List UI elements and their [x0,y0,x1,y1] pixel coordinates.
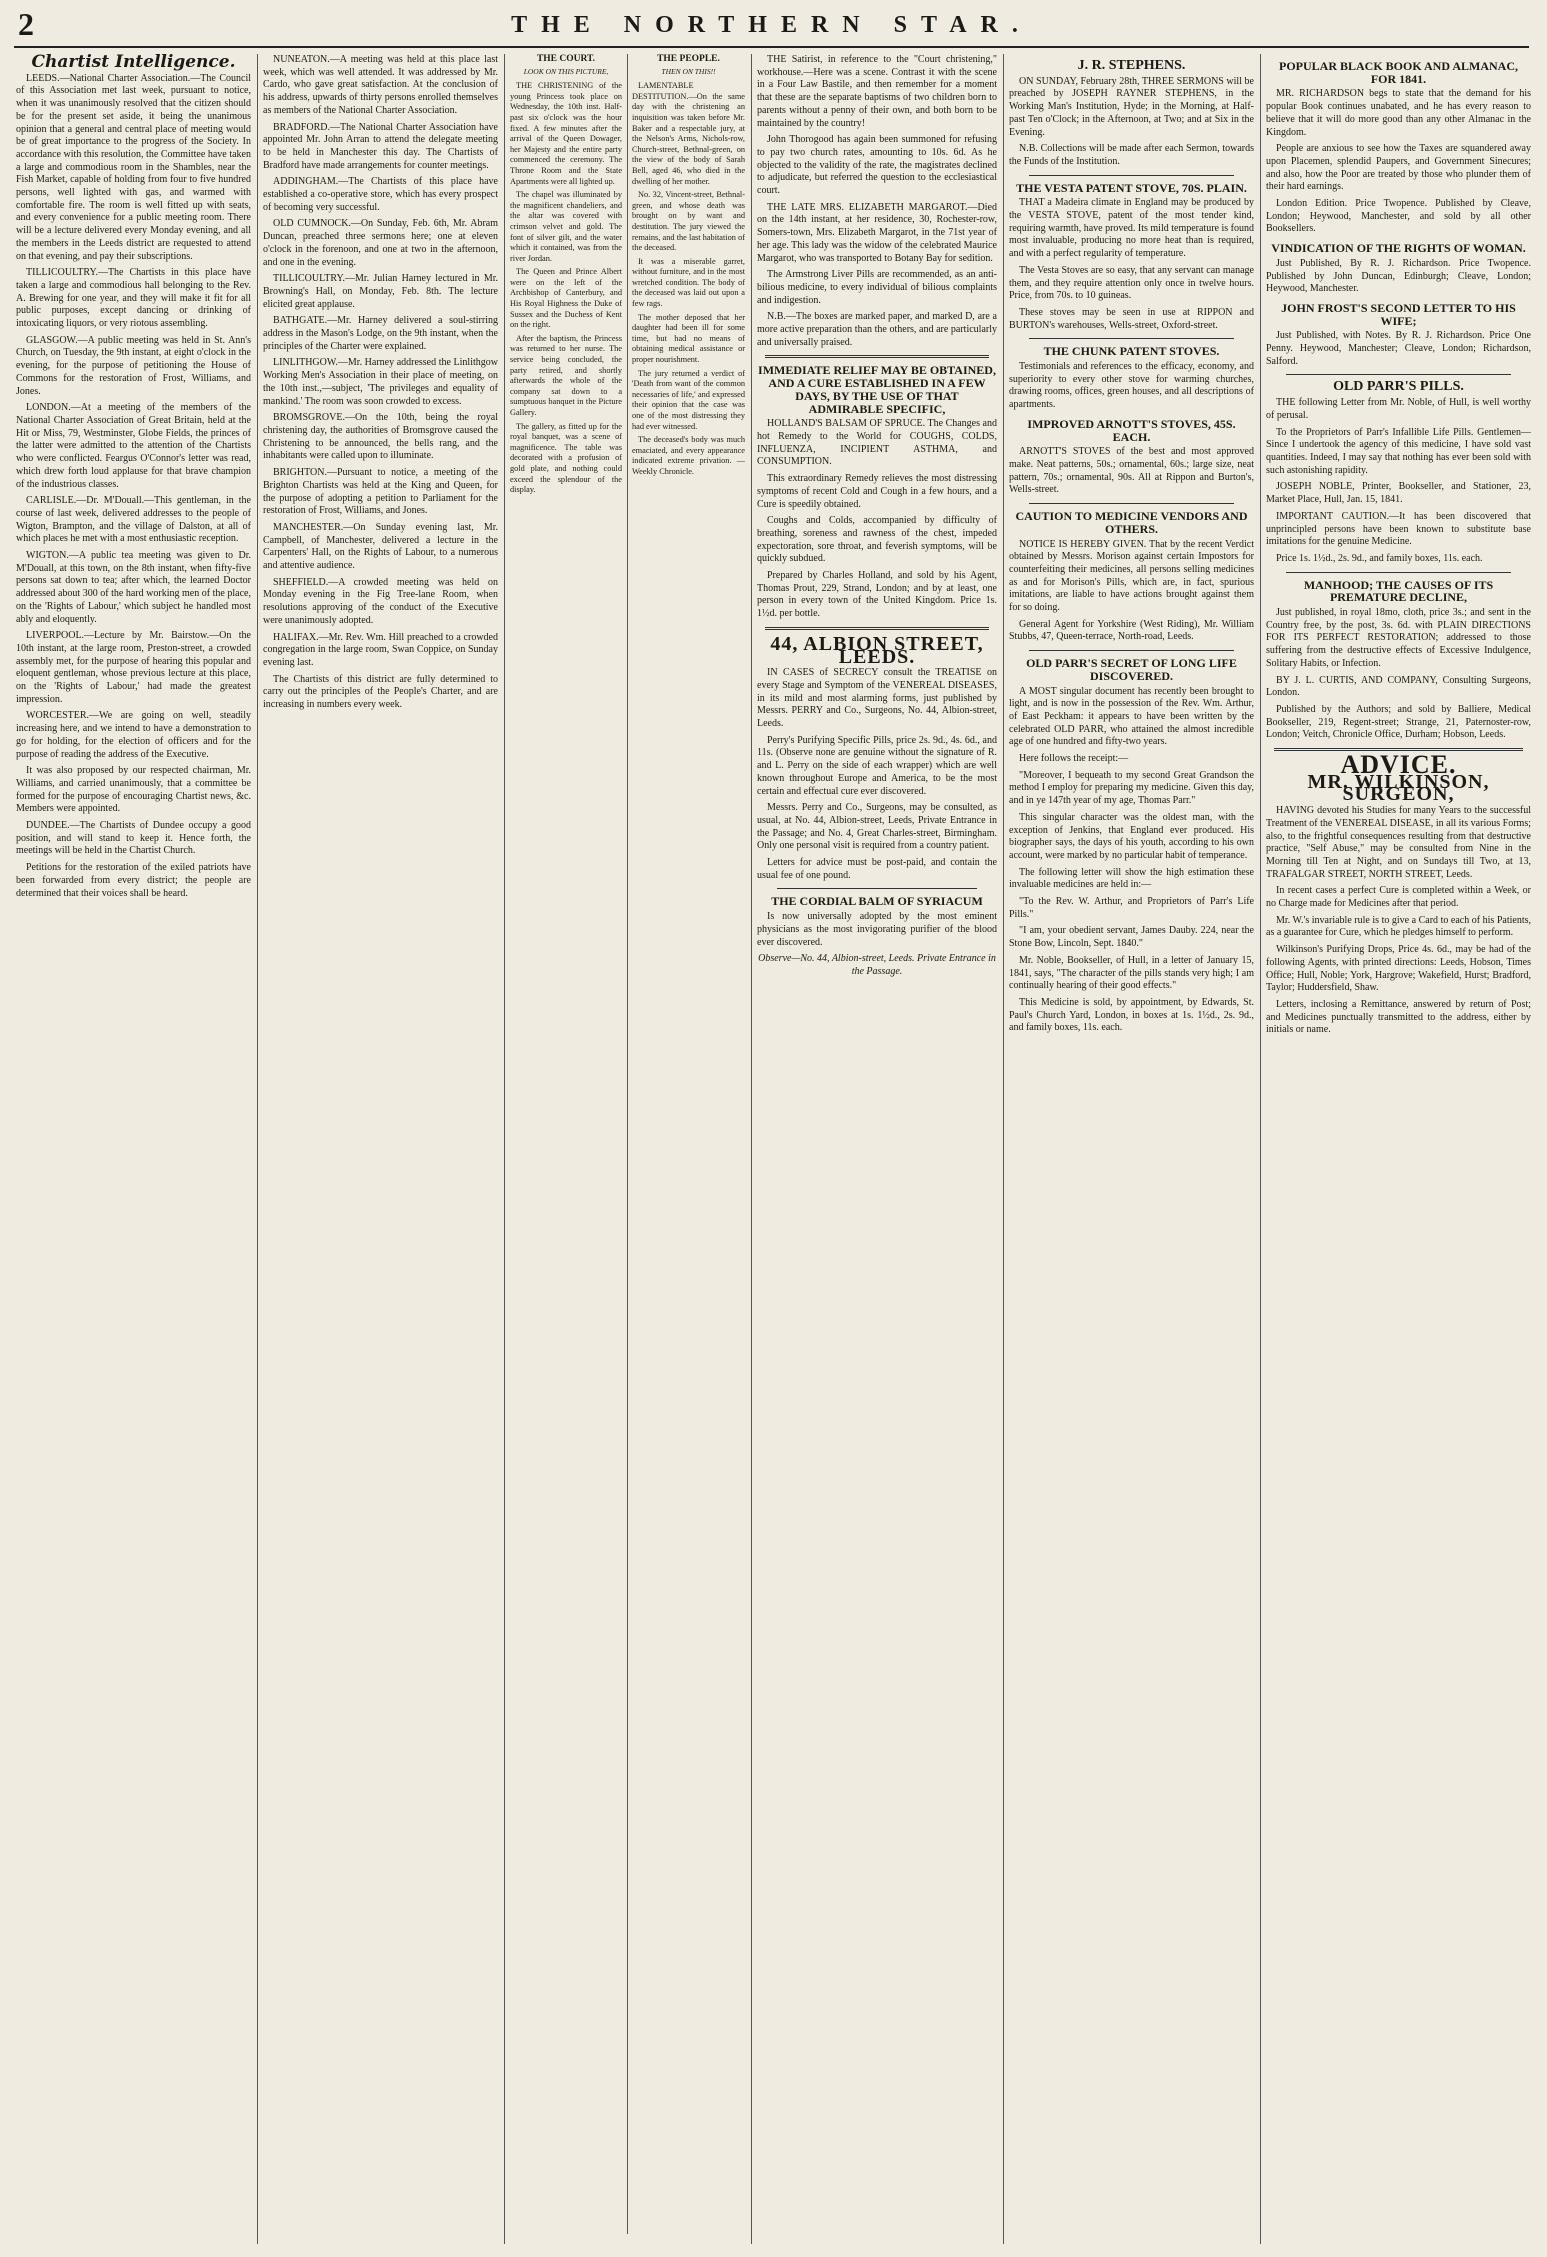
ad-paragraph: A MOST singular document has recently been brought to light, and is now in the possession of the Rev. Wm. Arthur, of East Peckham: it appears to have been written by the celebrated OLD PARR, who attained the almost incredible age of one hundred and fifty-two years. [1009,685,1254,748]
article-paragraph: BATHGATE.—Mr. Harney delivered a soul-stirring address in the Mason's Lodge, on the 9th instant, when the principles of the Charter were explained. [263,315,498,352]
ad-paragraph: In recent cases a perfect Cure is completed within a Week, or no Charge made for Medicines after that period. [1266,885,1531,910]
people-paragraph: The deceased's body was much emaciated, and every appearance indicated extreme privation. — Weekly Chronicle. [632,435,745,476]
column-3 [510,54,745,2244]
article-paragraph: BRIGHTON.—Pursuant to notice, a meeting of the Brighton Chartists was held at the King and Queen, for the purpose of adopting a petition to Parliament for the restoration of Frost, Williams, and Jones. [263,467,498,517]
article-paragraph: HALIFAX.—Mr. Rev. Wm. Hill preached to a crowded congregation in the large room, Swan Coppice, on Sunday evening last. [263,631,498,668]
people-subcolumn [632,54,745,2234]
ad-heading: THE VESTA PATENT STOVE, 70S. PLAIN. [1016,180,1247,195]
article-paragraph: WORCESTER.—We are going on well, steadily increasing here, and we intend to have a demonstration to go for holding, for the election of officers and for the purpose of reading the address of the Executive. [16,710,251,760]
article-paragraph: THE LATE MRS. ELIZABETH MARGAROT.—Died on the 14th instant, at her residence, 30, Rochester-row, Somers-town, Mrs. Elizabeth Margarot, in the 71st year of her age. This lady was the widow of the celebrated Maurice Margarot, who was transported to Botany Bay for sedition. [757,201,997,264]
court-paragraph: The chapel was illuminated by the magnificent chandeliers, and the altar was covered with crimson velvet and gold. The font of silver gilt, and the water which it contained, was from the river Jordan. [510,190,622,263]
ad-paragraph: These stoves may be seen in use at RIPPON and BURTON's warehouses, Wells-street, Oxford-street. [1009,306,1254,331]
ad-paragraph: The Vesta Stoves are so easy, that any servant can manage them, and they require attention only once in twelve hours. Price, from 70s. to 10 guineas. [1009,264,1254,302]
article-paragraph: The Armstrong Liver Pills are recommended, as an anti-bilious medicine, to every individual of bilious complaints and indigestion. [757,269,997,306]
column-rule [504,54,505,2244]
ad-paragraph: HAVING devoted his Studies for many Years to the successful Treatment of the VENEREAL DISEASE, in all its various Forms; also, to the frightful consequences resulting from that destructive practice, "Self Abuse," may be consulted from Nine in the Morning till Ten at Night, and on Sundays till Two, at 13, TRAFALGAR STREET, NORTH STREET, Leeds. [1266,805,1531,880]
court-tagline: LOOK ON THIS PICTURE, [523,66,609,76]
article-paragraph: MANCHESTER.—On Sunday evening last, Mr. Campbell, of Manchester, delivered a lecture in the Carpenters' Hall, on the Rights of Labour, to a numerous and attentive audience. [263,521,498,572]
ad-paragraph: Letters for advice must be post-paid, and contain the usual fee of one pound. [757,857,997,881]
ad-heading-address: 44, ALBION STREET, LEEDS. [770,632,984,668]
subcolumn-rule [627,54,628,2234]
ad-paragraph: JOSEPH NOBLE, Printer, Bookseller, and Stationer, 23, Market Place, Hull, Jan. 15, 1841. [1266,481,1531,506]
article-paragraph: The Chartists of this district are fully determined to carry out the principles of the People's Charter, and are increasing in numbers every week. [263,673,498,711]
ad-paragraph: Just Published, By R. J. Richardson. Price Twopence. Published by John Duncan, Edinburgh; Cleave, London; Heywood, Manchester. [1266,257,1531,295]
article-paragraph: CARLISLE.—Dr. M'Douall.—This gentleman, in the course of last week, delivered addresses to the people of Wigton, Brampton, and the village of Dalston, at all of which places he met with a most enthusiastic reception. [16,495,251,545]
column-5 [1009,54,1254,2244]
separator [777,888,977,889]
article-paragraph: LEEDS.—National Charter Association.—The Council of this Association met last week, pursuant to notice, when it was unanimously resolved that the citizen should be for the present set aside, it being the unanimous opinion that a general and central place of meeting would be of great importance to the progress of the Society. In accordance with this resolution, the Committee have taken a large and commodious room in the Shambles, near the Fish Market, capable of holding from four to five hundred persons, well lighted with gas, and warmed with comfortable fire. The room is well fitted up with seats, and every convenience for a public meeting room. There will be a lecture delivered every Monday evening, and all the members in the Leeds district are requested to attend on that evening, and pay their subscriptions. [16,72,251,262]
column-2 [263,54,498,2244]
ad-paragraph: People are anxious to see how the Taxes are squandered away upon Placemen, splendid Paupers, and Government Sinecures; and also, how the Poor are treated by those who plunder them of their hard earnings. [1266,143,1531,193]
people-paragraph: The jury returned a verdict of 'Death from want of the common necessaries of life,' and expressed their opinion that the case was one of the most distressing they had ever witnessed. [632,368,745,431]
article-paragraph: WIGTON.—A public tea meeting was given to Dr. M'Douall, at this town, on the 8th instant, when fifty-five persons sat down to tea; after which, the learned Doctor addressed about 300 of the hard working men of the place, on the 'Rights of Labour,' which subject he handled most ably and eloquently. [16,550,251,625]
people-heading: THE PEOPLE. [657,54,720,64]
article-paragraph: Petitions for the restoration of the exiled patriots have been forwarded from every district; the people are determined that their voices shall be heard. [16,862,251,899]
ad-paragraph: BY J. L. CURTIS, AND COMPANY, Consulting Surgeons, London. [1266,674,1531,699]
ad-paragraph: This extraordinary Remedy relieves the most distressing symptoms of recent Cold and Cough in a few hours, and a Cure is speedily obtained. [757,473,997,510]
ad-paragraph: "To the Rev. W. Arthur, and Proprietors of Parr's Life Pills." [1009,896,1254,920]
court-paragraph: The Queen and Prince Albert were on the left of the Archbishop of Canterbury, and His Royal Highness the Duke of Sussex and the Duchess of Kent on the right. [510,267,622,330]
ad-paragraph: Just published, in royal 18mo, cloth, price 3s.; and sent in the Country free, by the post, 3s. 6d. with PLAIN DIRECTIONS FOR ITS PERFECT RESTORATION; addressed to those suffering from the destructive effects of Excessive Indulgence, Solitary Habits, or Infection. [1266,607,1531,669]
ad-paragraph: This Medicine is sold, by appointment, by Edwards, St. Paul's Church Yard, London, in boxes at 1s. 1½d., 2s. 9d., and family boxes, 11s. each. [1009,997,1254,1034]
article-paragraph: It was also proposed by our respected chairman, Mr. Williams, and carried unanimously, that a committee be formed for the purpose of encouraging Chartist news, &c. Members were appointed. [16,765,251,815]
ad-paragraph: To the Proprietors of Parr's Infallible Life Pills. Gentlemen—Since I undertook the agency of this medicine, I have sold vast quantities. Indeed, I may say that nothing has ever been sold with such astonishing rapidity. [1266,426,1531,476]
people-paragraph: The mother deposed that her daughter had been ill for some time, but had no means of obtaining medical assistance or proper nourishment. [632,312,745,365]
court-paragraph: After the baptism, the Princess was returned to her nurse. The service being concluded, the party retired, and shortly afterwards the whole of the company sat down to a sumptuous banquet in the Picture Gallery. [510,333,622,417]
ad-heading: CAUTION TO MEDICINE VENDORS AND OTHERS. [1015,509,1248,536]
ad-paragraph: IN CASES of SECRECY consult the TREATISE on every Stage and Symptom of the VENEREAL DISEASES, in its mild and most alarming forms, just published by Messrs. PERRY and Co., Surgeons, No. 44, Albion-street, Leeds. [757,667,997,730]
people-tagline: THEN ON THIS!! [661,66,716,76]
article-paragraph: OLD CUMNOCK.—On Sunday, Feb. 6th, Mr. Abram Duncan, preached three sermons here; one at eleven o'clock in the forenoon, and one at two in the afternoon, and one in the evening. [263,218,498,268]
ad-paragraph: MR. RICHARDSON begs to state that the demand for his popular Book continues unabated, and he has every reason to believe that it will do more good than any other Almanac in the Kingdom. [1266,88,1531,138]
separator [1286,572,1511,573]
ad-heading: MANHOOD; THE CAUSES OF ITS PREMATURE DECLINE, [1303,577,1494,605]
article-paragraph: John Thorogood has again been summoned for refusing to pay two church rates, amounting to 10s. 6d. As he objected to the validity of the rate, the magistrates declined to adjudicate, but referred the question to the ecclesiastical court. [757,134,997,197]
article-paragraph: THE Satirist, in reference to the "Court christening," workhouse.—Here was a scene. Contrast it with the scene in a Four Law Bastile, and then remember for a moment that these are the separate baptisms of two children born to parents without a penny of their own, and both born to be maintained by the country! [757,54,997,129]
ad-heading: THE CORDIAL BALM OF SYRIACUM [771,894,983,909]
ad-heading: JOHN FROST'S SECOND LETTER TO HIS WIFE; [1281,300,1516,328]
court-paragraph: The gallery, as fitted up for the royal banquet, was a scene of magnificence. The table was decorated with a profusion of gold plate, and nothing could exceed the splendour of the display. [510,421,622,495]
article-paragraph: NUNEATON.—A meeting was held at this place last week, which was well attended. It was addressed by Mr. Cardo, who gave great satisfaction. At the conclusion of his address, upwards of thirty persons enrolled themselves as members of the National Charter Association. [263,54,498,116]
ad-paragraph: ARNOTT'S STOVES of the best and most approved make. Neat patterns, 50s.; ornamental, 60s.; large size, neat pattern, 70s.; ornamental, 90s. All at Rippon and Burton's, Wells-street. [1009,446,1254,496]
column-6 [1266,54,1531,2244]
column-rule [1003,54,1004,2244]
separator [1029,650,1234,651]
ad-paragraph: Here follows the receipt:— [1019,753,1129,765]
ad-paragraph: NOTICE IS HEREBY GIVEN. That by the recent Verdict obtained by Messrs. Morison against certain Impostors for counterfeiting their medicines, all persons selling medicines as and for Morison's Pills, which are, in fact, spurious imitations, are liable to have actions brought against them for so doing. [1009,538,1254,614]
article-paragraph: BRADFORD.—The National Charter Association have appointed Mr. John Arran to attend the delegate meeting to be held in Manchester this day. The Chartists of Bradford have made arrangements for counter meetings. [263,121,498,171]
column-rule [1260,54,1261,2244]
court-heading: THE COURT. [536,54,596,64]
ad-paragraph: General Agent for Yorkshire (West Riding), Mr. William Stubbs, 47, Queen-terrace, North-road, Leeds. [1009,618,1254,643]
article-paragraph: LIVERPOOL.—Lecture by Mr. Bairstow.—On the 10th instant, at the large room, Preston-street, a crowded assembly met, for the purpose of hearing this popular and eloquent gentleman, whose previous lecture at this place, on the 'Rights of Labour,' had made the greatest impression. [16,630,251,705]
people-paragraph: It was a miserable garret, without furniture, and in the most wretched condition. The body of the deceased was laid out upon a few rags. [632,256,745,309]
ad-paragraph: IMPORTANT CAUTION.—It has been discovered that unprincipled persons have been known to substitute base imitations for the genuine Medicine. [1266,510,1531,548]
ad-heading: IMMEDIATE RELIEF MAY BE OBTAINED, AND A CURE ESTABLISHED IN A FEW DAYS, BY THE USE OF THAT ADMIRABLE SPECIFIC, [758,363,996,416]
ad-heading: VINDICATION OF THE RIGHTS OF WOMAN. [1271,241,1526,256]
separator [765,355,989,358]
section-heading: Chartist Intelligence. [31,54,236,72]
ad-paragraph: ON SUNDAY, February 28th, THREE SERMONS will be preached by JOSEPH RAYNER STEPHENS, in the Working Man's Institution, Hyde; in the Morning, at Half-past Ten o'Clock; in the Afternoon, at Two; and at Six in the Evening. [1009,75,1254,138]
newspaper-title: THE NORTHERN STAR. [511,12,1032,38]
advice-heading: ADVICE. [1340,750,1457,780]
separator [1286,374,1511,375]
ad-paragraph: This singular character was the oldest man, with the exception of Jenkins, that England ever produced. His biographer says, the days of his youth, according to his own account, were marked by no particular habit of temperance. [1009,811,1254,861]
ad-heading: OLD PARR'S SECRET OF LONG LIFE DISCOVERED. [1026,656,1237,683]
ad-paragraph: THAT a Madeira climate in England may be produced by the VESTA STOVE, patent of the most tender kind, requiring warmth, have proved. Its mild temperature is found most invaluable, producing no more heat than is required, and with a perfect regularity of temperature. [1009,197,1254,260]
article-paragraph: ADDINGHAM.—The Chartists of this place have established a co-operative store, which has every prospect of becoming very successful. [263,176,498,213]
ad-paragraph: Prepared by Charles Holland, and sold by his Agent, Thomas Prout, 229, Strand, London; and by at least, one person in every town of the United Kingdom. Price 1s. 1½d. per bottle. [757,570,997,620]
ad-paragraph: Is now universally adopted by the most eminent physicians as the most invigorating purifier of the blood ever discovered. [757,911,997,948]
article-paragraph: LONDON.—At a meeting of the members of the National Charter Association of Great Britain, held at the Hit or Miss, 79, Westminster, Globe Fields, the princes of the latter were admitted to the attention of the Chartists who were conflicted. Feargus O'Connor's letter was read, which drew forth loud applause for that brave champion of the industrious classes. [16,402,251,490]
ad-paragraph: Just Published, with Notes. By R. J. Richardson. Price One Penny. Heywood, Manchester; Cleave, London; Richardson, Salford. [1266,330,1531,367]
advice-subheading: MR. WILKINSON, SURGEON, [1307,770,1490,806]
ad-paragraph: London Edition. Price Twopence. Published by Cleave, London; Heywood, Manchester, and sold by all other Booksellers. [1266,198,1531,235]
article-paragraph: GLASGOW.—A public meeting was held in St. Ann's Church, on Tuesday, the 9th instant, at eight o'clock in the evening, for the purpose of petitioning the House of Commons for the restoration of Frost, Williams, and Jones. [16,334,251,397]
people-paragraph: LAMENTABLE DESTITUTION.—On the same day with the christening an inquisition was taken before Mr. Baker and a respectable jury, at the Nelson's Arms, Nichols-row, Church-street, Bethnal-green, on the view of the body of Sarah Bell, aged 46, who died in the dwelling of her mother. [632,81,745,186]
article-paragraph: N.B.—The boxes are marked paper, and marked D, are a more active preparation than the others, and are particularly and universally praised. [757,311,997,348]
court-paragraph: THE CHRISTENING of the young Princess took place on Wednesday, the 10th inst. Half-past six o'clock was the hour fixed. A few minutes after the arrival of the Queen Dowager, her Majesty and the entire party commenced the ceremony. The Throne Room and the State Apartments were all lighted up. [510,81,622,186]
ad-heading: THE CHUNK PATENT STOVES. [1043,344,1220,359]
ad-paragraph: The following letter will show the high estimation these invaluable medicines are held in:— [1009,866,1254,891]
ad-paragraph: THE following Letter from Mr. Noble, of Hull, is well worthy of perusal. [1266,397,1531,421]
masthead [14,6,1529,48]
separator [1029,503,1234,504]
column-1 [16,54,251,2244]
column-rule [751,54,752,2244]
column-1-body [16,73,251,901]
ad-heading: POPULAR BLACK BOOK AND ALMANAC, FOR 1841. [1278,59,1518,86]
separator [765,627,989,630]
page-number: 2 [18,6,34,42]
ad-paragraph: "Moreover, I bequeath to my second Great Grandson the method I employ for preparing my medicine. Given this day, and in ye 147th year of my age, Thomas Parr." [1009,769,1254,807]
ad-paragraph: Perry's Purifying Specific Pills, price 2s. 9d., 4s. 6d., and 11s. (Observe none are genuine without the signature of R. and L. Perry on the side of each wrapper) which are well known throughout Europe and America, to be the most certain and effectual cure ever discovered. [757,734,997,797]
ad-paragraph: Testimonials and references to the efficacy, economy, and superiority to every other stove for warming churches, drawing rooms, offices, green houses, and all descriptions of apartments. [1009,361,1254,411]
ad-heading: OLD PARR'S PILLS. [1333,379,1464,395]
ad-footer: Observe—No. 44, Albion-street, Leeds. Private Entrance in the Passage. [758,953,996,977]
ad-heading: J. R. STEPHENS. [1077,58,1186,73]
article-paragraph: BROMSGROVE.—On the 10th, being the royal christening day, the authorities of Bromsgrove caused the Christening to be announced, the bells rang, and the inhabitants were called upon to illuminate. [263,412,498,462]
ad-heading: IMPROVED ARNOTT'S STOVES, 45S. EACH. [1027,416,1236,444]
ad-paragraph: Mr. Noble, Bookseller, of Hull, in a letter of January 15, 1841, says, "The character of the pills stands very high; I am continually hearing of their good effects." [1009,954,1254,992]
ad-paragraph: Letters, inclosing a Remittance, answered by return of Post; and Medicines punctually transmitted to the address, either by initials or name. [1266,999,1531,1036]
column-rule [257,54,258,2244]
ad-paragraph: "I am, your obedient servant, James Dauby. 224, near the Stone Bow, Lincoln, Sept. 1840." [1009,925,1254,950]
article-paragraph: SHEFFIELD.—A crowded meeting was held on Monday evening in the Fig Tree-lane Room, when resolutions approving of the conduct of the Executive were unanimously adopted. [263,576,498,626]
ad-paragraph: HOLLAND'S BALSAM OF SPRUCE. The Changes and hot Remedy to the World for COUGHS, COLDS, INFLUENZA, INCIPIENT ASTHMA, and CONSUMPTION. [757,418,997,468]
ad-paragraph: Wilkinson's Purifying Drops, Price 4s. 6d., may be had of the following Agents, with printed directions: Leeds, Hobson, Times Office; Hull, Noble; York, Hargrove; Wakefield, Hurst; Bradford, Taylor; Huddersfield, Shaw. [1266,944,1531,994]
ad-paragraph: Mr. W.'s invariable rule is to give a Card to each of his Patients, as a guarantee for Cure, which he pledges himself to perform. [1266,914,1531,939]
article-paragraph: TILLICOULTRY.—Mr. Julian Harney lectured in Mr. Browning's Hall, on Monday, Feb. 8th. The lecture elicited great applause. [263,273,498,310]
ad-paragraph: N.B. Collections will be made after each Sermon, towards the Funds of the Institution. [1009,143,1254,167]
article-paragraph: DUNDEE.—The Chartists of Dundee occupy a good position, and will stand to keep it. Hence forth, the meetings will be held in the Chartist Church. [16,820,251,857]
ad-paragraph: Published by the Authors; and sold by Balliere, Medical Bookseller, 219, Regent-street; Strange, 21, Paternoster-row, London; Veitch, Chronicle Office, Durham; Hobson, Leeds. [1266,703,1531,741]
people-paragraph: No. 32, Vincent-street, Bethnal-green, and whose death was brought on by want and destitution. The jury viewed the remains, and the last habitation of the deceased. [632,190,745,253]
article-paragraph: LINLITHGOW.—Mr. Harney addressed the Linlithgow Working Men's Association in their place of meeting, on the 10th inst.,—subject, 'The privileges and equality of mankind.' The room was soon crowded to excess. [263,357,498,407]
ad-paragraph: Messrs. Perry and Co., Surgeons, may be consulted, as usual, at No. 44, Albion-street, Leeds, Private Entrance in the Passage; and No. 4, Great Charles-street, Birmingham. Only one personal visit is required from a country patient. [757,802,997,852]
court-subcolumn [510,54,622,2234]
separator [1029,338,1234,339]
ad-paragraph: Price 1s. 1½d., 2s. 9d., and family boxes, 11s. each. [1276,552,1483,564]
ad-paragraph: Coughs and Colds, accompanied by difficulty of breathing, soreness and rawness of the chest, impeded expectoration, sore throat, and feverish symptoms, will be quickly subdued. [757,515,997,565]
article-paragraph: TILLICOULTRY.—The Chartists in this place have taken a large and commodious hall belonging to the Rev. A. Brewing for one year, and they will make it fit for all public purposes, except dancing or drinking of intoxicating liquors, or very riotous assembling. [16,267,251,330]
separator [1029,175,1234,176]
column-4 [757,54,997,2244]
